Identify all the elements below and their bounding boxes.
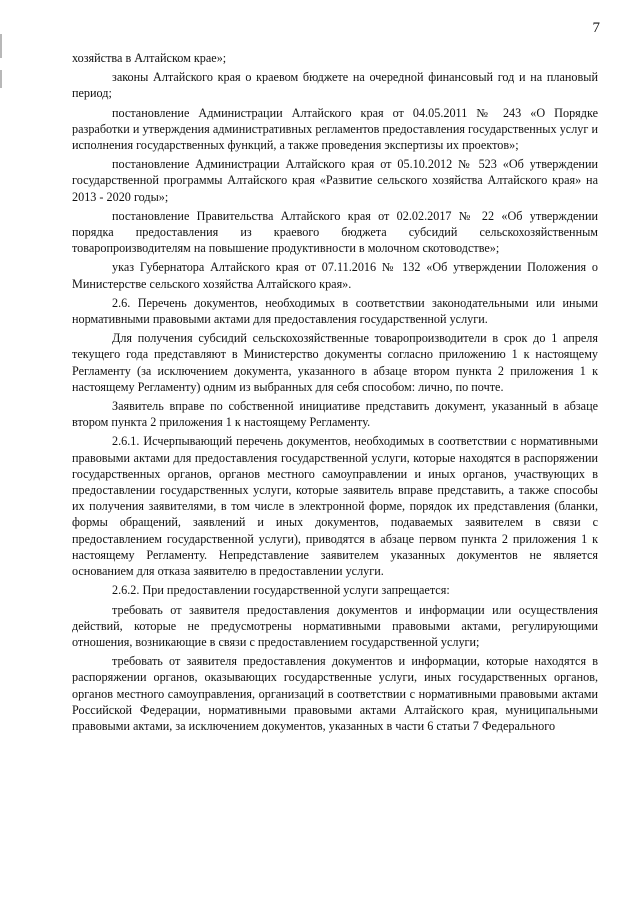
- document-body: [72, 50, 598, 734]
- paragraph: указ Губернатора Алтайского края от 07.11.2016 № 132 «Об утверждении Положения о Министерстве сельского хозяйства Алтайского края».: [72, 260, 598, 291]
- section-2-6-2: 2.6.2. При предоставлении государственной услуги запрещается:: [112, 583, 450, 598]
- scan-edge-mark: [0, 34, 2, 58]
- paragraph: постановление Администрации Алтайского края от 05.10.2012 № 523 «Об утверждении государственной программы Алтайского края «Развитие сельского хозяйства Алтайского края» на 2013 - 2020 годы»;: [72, 157, 598, 204]
- scan-edge-mark: [0, 70, 2, 88]
- paragraph: хозяйства в Алтайском крае»;: [72, 51, 227, 65]
- paragraph: законы Алтайского края о краевом бюджете на очередной финансовый год и на плановый период;: [72, 70, 598, 101]
- paragraph: Для получения субсидий сельскохозяйственные товаропроизводители в срок до 1 апреля текущего года представляют в Министерство документы согласно приложению 1 к настоящему Регламенту (за исключением документа, указанного в абзаце втором пункта 2 приложения 1 к настоящему Регламенту) одним из выбранных для себя способом: лично, по почте.: [72, 331, 598, 394]
- paragraph: Заявитель вправе по собственной инициативе представить документ, указанный в абзаце втором пункта 2 приложения 1 к настоящему Регламенту.: [72, 399, 598, 430]
- paragraph: постановление Администрации Алтайского края от 04.05.2011 № 243 «О Порядке разработки и утверждения административных регламентов предоставления государственных услуг и исполнения государственных функций, а также проведения экспертизы их проектов»;: [72, 105, 598, 153]
- section-heading-2-6: 2.6. Перечень документов, необходимых в соответствии законодательными или иными нормативными правовыми актами для предоставления государственной услуги.: [72, 295, 598, 327]
- paragraph: постановление Правительства Алтайского края от 02.02.2017 № 22 «Об утверждении порядка предоставления из краевого бюджета субсидий сельскохозяйственным товаропроизводителям на повышение продуктивности в молочном скотоводстве»;: [72, 208, 598, 256]
- paragraph: требовать от заявителя предоставления документов и информации, которые находятся в распоряжении органов, оказывающих государственные услуги, иных государственных органов, органов местного самоуправления, организаций в соответствии с нормативными правовыми актами Российской Федерации, нормативными правовыми актами Алтайского края, муниципальными правовыми актами, за исключением документов, указанных в части 6 статьи 7 Федерального: [72, 654, 598, 733]
- paragraph: требовать от заявителя предоставления документов и информации или осуществления действий, которые не предусмотрены нормативными правовыми актами, регулирующими отношения, возникающие в связи с предоставлением государственной услуги;: [72, 602, 598, 649]
- page-number: 7: [592, 20, 600, 36]
- section-2-6-1: 2.6.1. Исчерпывающий перечень документов, необходимых в соответствии с нормативными правовыми актами для предоставления государственной услуги, которые находятся в распоряжении государственных органов, органов местного самоуправлении и иных органов, участвующих в предоставлении государственных услуги, которые заявитель вправе представить, а также способы их получения заявителями, в том числе в электронной форме, порядок их представления (бланки, формы обращений, заявлений и иных документов, подаваемых заявителем в связи с предоставлением государственной услуги), приводятся в абзаце первом пункта 2 приложения 1 к настоящему Регламенту. Непредставление заявителем указанных документов не является основанием для отказа заявителю в предоставлении услуги.: [72, 434, 598, 579]
